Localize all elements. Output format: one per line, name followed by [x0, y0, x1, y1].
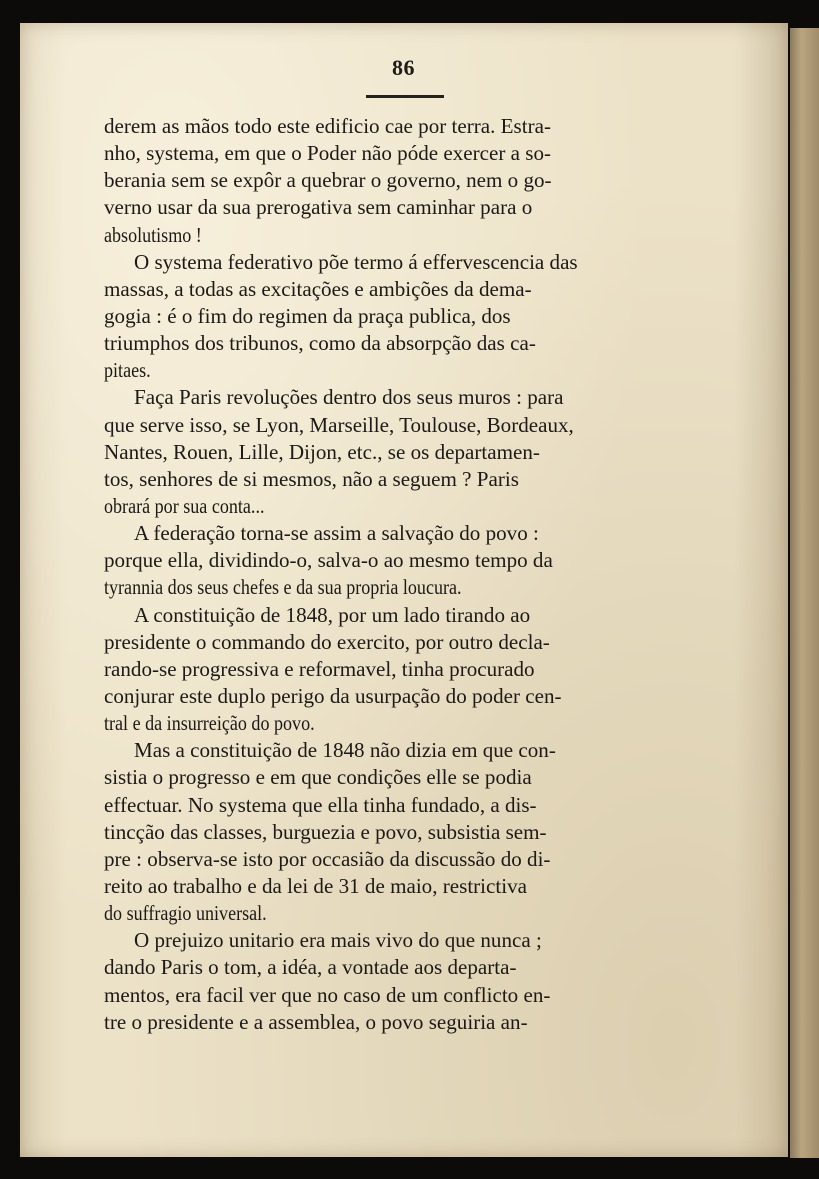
text-line — [104, 330, 700, 357]
text-line-content: nho, systema, em que o Poder não póde exercer a so- — [104, 141, 552, 166]
text-line-content: O systema federativo põe termo á effervescencia das — [134, 249, 578, 274]
text-line-content: dando Paris o tom, a idéa, a vontade aos departa- — [104, 955, 517, 980]
text-line-content: conjurar este duplo perigo da usurpação do poder cen- — [104, 683, 562, 708]
text-line — [104, 846, 700, 873]
text-line-content: effectuar. No systema que ella tinha fundado, a dis- — [104, 792, 537, 817]
text-line — [104, 927, 700, 954]
text-line — [104, 900, 700, 927]
text-line-content: reito ao trabalho e da lei de 31 de maio, restrictiva — [104, 873, 527, 898]
text-line — [104, 439, 700, 466]
text-line-content: tincção das classes, burguezia e povo, subsistia sem- — [104, 819, 547, 844]
text-line — [104, 167, 700, 194]
text-line — [104, 520, 700, 547]
text-line — [104, 819, 700, 846]
text-line-content: O prejuizo unitario era mais vivo do que nunca ; — [134, 928, 542, 953]
text-line — [104, 629, 700, 656]
text-line-content: derem as mãos todo este edificio cae por terra. Estra- — [104, 114, 551, 138]
text-line — [104, 982, 700, 1009]
text-line-content: absolutismo ! — [104, 222, 202, 247]
text-line — [104, 764, 700, 791]
text-line — [104, 792, 700, 819]
text-line-content: do suffragio universal. — [104, 901, 267, 926]
text-line-content: triumphos dos tribunos, como da absorpção das ca- — [104, 331, 536, 356]
text-line-content: rando-se progressiva e reformavel, tinha procurado — [104, 656, 535, 681]
text-line — [104, 357, 700, 384]
text-line — [104, 656, 700, 683]
text-line — [104, 710, 700, 737]
text-line — [104, 873, 700, 900]
text-line-content: gogia : é o fim do regimen da praça publica, dos — [104, 303, 511, 328]
text-line-content: que serve isso, se Lyon, Marseille, Toulouse, Bordeaux, — [104, 412, 574, 437]
text-line-content: porque ella, dividindo-o, salva-o ao mesmo tempo da — [104, 548, 553, 573]
text-line — [104, 574, 700, 601]
next-page-edge — [790, 28, 819, 1158]
text-line-content: pitaes. — [104, 358, 151, 383]
text-line-content: mentos, era facil ver que no caso de um conflicto en- — [104, 982, 551, 1007]
text-line-content: pre : observa-se isto por occasião da discussão do di- — [104, 846, 551, 871]
text-line — [104, 737, 700, 764]
text-line — [104, 683, 700, 710]
text-line — [104, 493, 700, 520]
text-line-content: tos, senhores de si mesmos, não a seguem ? Paris — [104, 466, 519, 491]
text-line — [104, 384, 700, 411]
text-line-content: Nantes, Rouen, Lille, Dijon, etc., se os departamen- — [104, 439, 540, 464]
text-line-content: A constituição de 1848, por um lado tirando ao — [134, 602, 531, 627]
text-line — [104, 113, 700, 140]
text-line — [104, 249, 700, 276]
page-body-text — [104, 113, 700, 1036]
page-number-rule — [366, 95, 444, 98]
text-line-content: tre o presidente e a assemblea, o povo seguiria an- — [104, 1009, 528, 1034]
text-line-content: Faça Paris revoluções dentro dos seus muros : para — [134, 385, 564, 410]
text-line-content: A federação torna-se assim a salvação do povo : — [134, 521, 539, 546]
text-line — [104, 276, 700, 303]
text-line-content: massas, a todas as excitações e ambições da dema- — [104, 276, 532, 301]
text-line-content: tral e da insurreição do povo. — [104, 711, 315, 736]
text-line — [104, 303, 700, 330]
text-line-content: tyrannia dos seus chefes e da sua propria loucura. — [104, 575, 462, 600]
text-line-content: verno usar da sua prerogativa sem caminhar para o — [104, 195, 533, 220]
text-line — [104, 140, 700, 167]
text-line-content: sistia o progresso e em que condições elle se podia — [104, 765, 532, 790]
text-line — [104, 412, 700, 439]
text-line-content: presidente o commando do exercito, por outro decla- — [104, 629, 550, 654]
text-line — [104, 222, 700, 249]
text-line — [104, 602, 700, 629]
text-line — [104, 466, 700, 493]
page-number: 86 — [392, 55, 415, 80]
text-line-content: obrará por sua conta... — [104, 493, 265, 518]
text-line-content: Mas a constituição de 1848 não dizia em que con- — [134, 738, 556, 763]
text-line — [104, 194, 700, 221]
text-line — [104, 1009, 700, 1036]
text-line — [104, 547, 700, 574]
text-line — [104, 954, 700, 981]
text-line-content: berania sem se expôr a quebrar o governo, nem o go- — [104, 168, 552, 193]
